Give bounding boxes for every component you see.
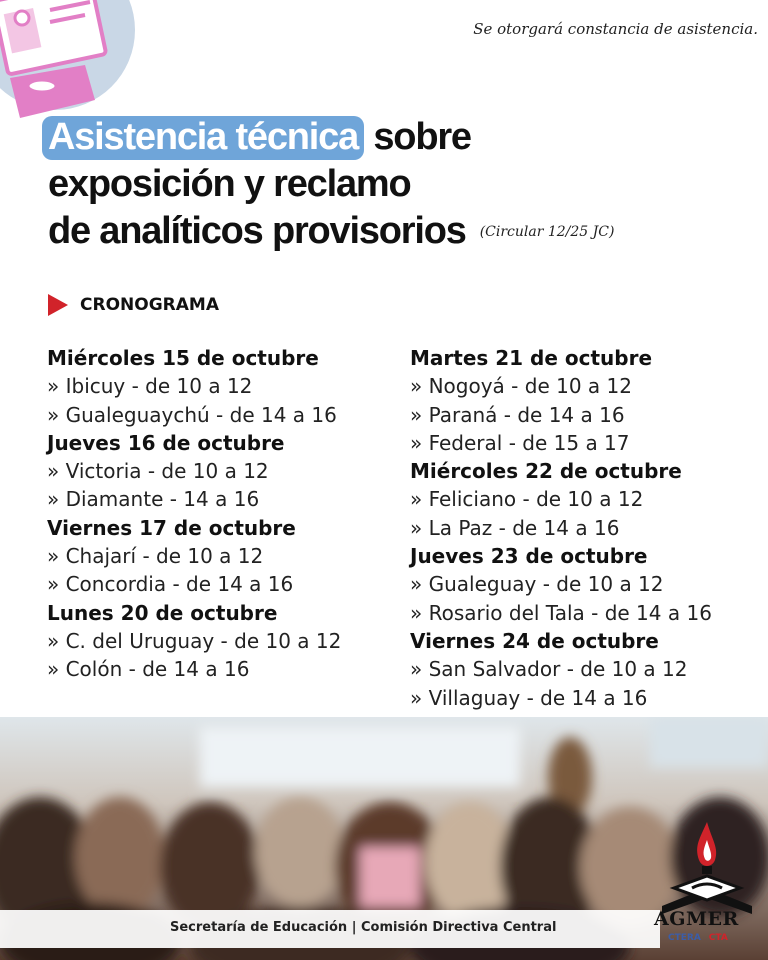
triangle-bullet-icon [48, 294, 68, 316]
circular-reference: (Circular 12/25 JC) [479, 224, 615, 241]
schedule-item: » Colón - de 14 a 16 [47, 657, 250, 682]
schedule-item: » Chajarí - de 10 a 12 [47, 544, 264, 569]
schedule-left-column [47, 344, 341, 684]
schedule-item: » Gualeguaychú - de 14 a 16 [47, 402, 337, 427]
laptop-illustration [0, 0, 140, 125]
day-heading: Jueves 23 de octubre [410, 544, 648, 569]
schedule-item: » La Paz - de 14 a 16 [410, 515, 620, 540]
schedule-item: » Feliciano - de 10 a 12 [410, 487, 644, 512]
day-heading: Miércoles 15 de octubre [47, 346, 319, 370]
footer-text: Secretaría de Educación | Comisión Directiva Central [170, 920, 557, 935]
schedule-item: » Concordia - de 14 a 16 [47, 572, 294, 597]
schedule-item: » San Salvador - de 10 a 12 [410, 657, 688, 682]
title-highlight: Asistencia técnica [42, 116, 364, 160]
schedule-item: » Nogoyá - de 10 a 12 [410, 374, 632, 399]
schedule-item: » C. del Uruguay - de 10 a 12 [47, 628, 342, 653]
day-heading: Martes 21 de octubre [410, 346, 653, 370]
logo-name: AGMER [654, 908, 739, 930]
title-line1-rest: sobre [364, 116, 471, 158]
schedule-item: » Ibicuy - de 10 a 12 [47, 374, 253, 399]
schedule-item: » Villaguay - de 14 a 16 [410, 685, 648, 710]
page-title [48, 114, 614, 256]
day-heading: Jueves 16 de octubre [47, 430, 285, 455]
day-heading: Viernes 17 de octubre [47, 515, 296, 540]
schedule-item: » Federal - de 15 a 17 [410, 430, 630, 455]
schedule-item: » Rosario del Tala - de 14 a 16 [410, 600, 712, 625]
schedule-item: » Paraná - de 14 a 16 [410, 402, 625, 427]
attendance-note: Se otorgará constancia de asistencia. [473, 20, 758, 38]
schedule-item: » Victoria - de 10 a 12 [47, 459, 269, 484]
day-heading: Miércoles 22 de octubre [410, 459, 682, 484]
day-heading: Lunes 20 de octubre [47, 600, 278, 625]
day-heading: Viernes 24 de octubre [410, 628, 659, 653]
title-line2: exposición y reclamo [48, 163, 411, 205]
logo-affiliations [668, 933, 728, 943]
logo-sub-cta: CTA [708, 933, 728, 943]
schedule-right-column [410, 344, 712, 712]
schedule-item: » Diamante - 14 a 16 [47, 487, 260, 512]
schedule-item: » Gualeguay - de 10 a 12 [410, 572, 664, 597]
schedule-heading [48, 294, 219, 316]
title-line3: de analíticos provisorios [48, 210, 466, 252]
schedule-label: CRONOGRAMA [80, 295, 219, 315]
logo-sub-ctera: CTERA [668, 933, 701, 943]
